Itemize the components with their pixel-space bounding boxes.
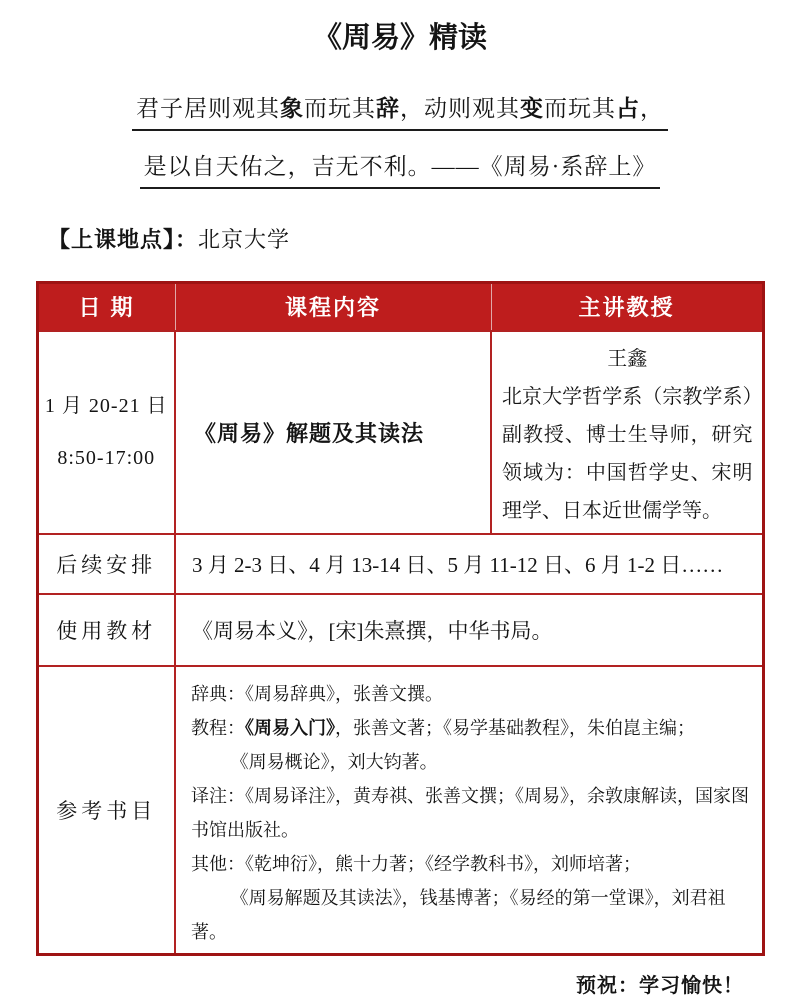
references-label: 参考书目 (37, 666, 175, 955)
header-course-content: 课程内容 (175, 283, 491, 331)
text-segment: 《周易入门》 (245, 717, 335, 738)
text-segment: 教程： (191, 717, 245, 738)
session-date-cell (37, 331, 175, 534)
followup-label: 后续安排 (37, 534, 175, 594)
text-segment: 译注：《周易译注》，黄寿祺、张善文撰；《周易》，余敦康解读，国家图书馆出版社。 (191, 785, 749, 840)
header-date: 日 期 (37, 283, 175, 331)
table-header-row (37, 283, 763, 331)
text-segment: 辞 (376, 96, 400, 121)
professor-name: 王鑫 (607, 347, 648, 370)
professor-bio: 北京大学哲学系（宗教学系）副教授、博士生导师，研究领域为：中国哲学史、宋明理学、日本近世儒学等。 (502, 385, 753, 522)
text-segment: 是以自天佑之，吉无不利。——《周易·系辞上》 (143, 154, 657, 179)
text-segment: 辞典：《周易辞典》，张善文撰。 (191, 683, 443, 704)
text-segment: ，动则观其 (400, 96, 520, 121)
course-title-cell: 《周易》解题及其读法 (175, 331, 491, 534)
text-segment: 君子居则观其 (136, 96, 280, 121)
course-schedule-table (36, 281, 765, 956)
header-professor: 主讲教授 (491, 283, 763, 331)
professor-cell (491, 331, 763, 534)
closing-wish: 预祝：学习愉快！ (576, 974, 744, 997)
quote-line-2-text (140, 148, 661, 189)
reference-paragraph (191, 677, 750, 711)
text-segment: 《周易概论》，刘大钧著。 (230, 751, 438, 772)
text-segment: 占 (616, 96, 640, 121)
textbook-label: 使用教材 (37, 594, 175, 666)
session-time: 8:50-17:00 (57, 447, 156, 469)
text-segment: 而玩其 (304, 96, 376, 121)
quote-line-2 (0, 148, 800, 189)
table-row-textbook (37, 594, 763, 666)
followup-dates: 3 月 2-3 日、4 月 13-14 日、5 月 11-12 日、6 月 1-2 日…… (175, 534, 763, 594)
page-title: 《周易》精读 (312, 22, 487, 54)
table-row-followup (37, 534, 763, 594)
table-row-references (37, 666, 763, 955)
text-segment: 而玩其 (544, 96, 616, 121)
text-segment: 象 (280, 96, 304, 121)
text-segment: 其他：《乾坤衍》，熊十力著；《经学教科书》，刘师培著； (191, 853, 641, 874)
references-list (175, 666, 763, 955)
table-row-session1 (37, 331, 763, 534)
text-segment: 【上课地点】： (48, 227, 199, 252)
text-segment: ，张善文著；《易学基础教程》，朱伯崑主编； (335, 717, 695, 738)
text-segment: ， (640, 96, 664, 121)
text-segment: 变 (520, 96, 544, 121)
reference-paragraph (191, 745, 750, 779)
text-segment: 《周易解题及其读法》，钱基博著；《易经的第一堂课》，刘君祖著。 (191, 887, 726, 942)
textbook-info: 《周易本义》，[宋]朱熹撰，中华书局。 (175, 594, 763, 666)
reference-paragraph (191, 779, 750, 847)
reference-paragraph (191, 881, 750, 949)
reference-paragraph (191, 711, 750, 745)
epigraph-quote (0, 90, 800, 189)
session-date: 1 月 20-21 日 (44, 395, 168, 417)
quote-line-1 (0, 90, 800, 131)
class-location (48, 223, 800, 254)
text-segment: 北京大学 (198, 227, 291, 252)
quote-line-1-text (132, 90, 668, 131)
reference-paragraph (191, 847, 750, 881)
